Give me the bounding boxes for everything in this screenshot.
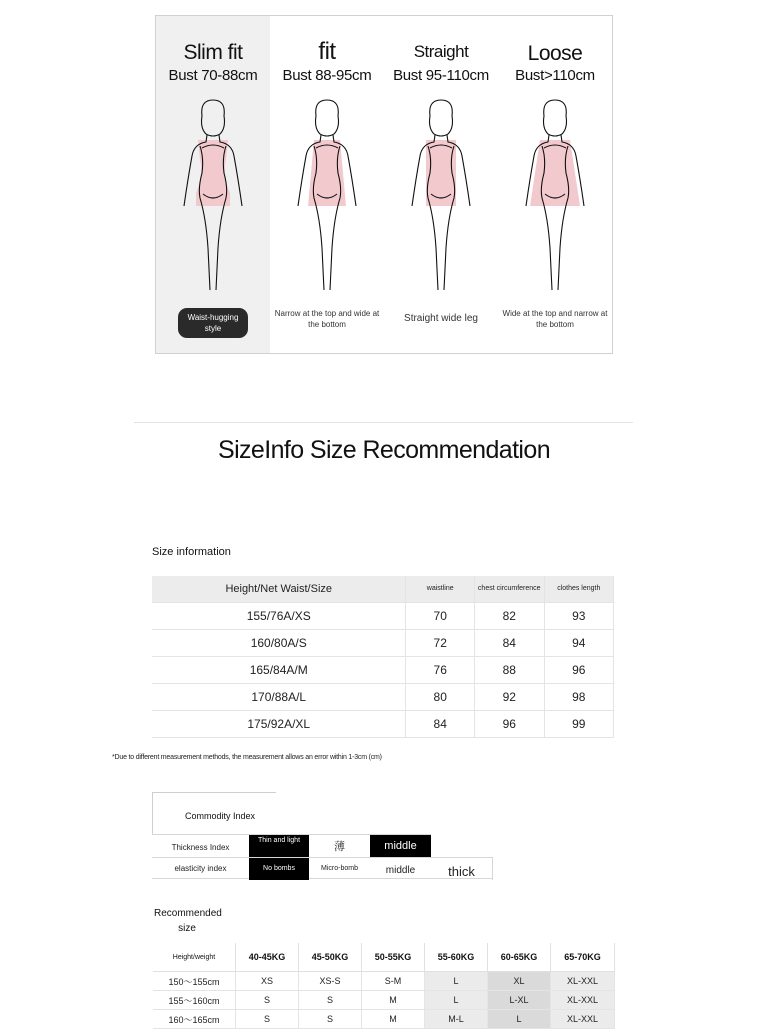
table-cell: 170/88A/L — [152, 684, 406, 711]
fit-description: Wide at the top and narrow at the bottom — [502, 309, 608, 329]
thickness-option-selected: middle — [370, 835, 431, 857]
table-cell: 96 — [544, 657, 613, 684]
commodity-index-header — [152, 792, 276, 835]
table-cell: 160/80A/S — [152, 630, 406, 657]
column-header: chest circumference — [474, 576, 544, 603]
section-divider — [134, 422, 633, 423]
table-cell: 175/92A/XL — [152, 711, 406, 738]
fit-card-slim — [156, 16, 270, 353]
table-row — [152, 630, 614, 657]
table-cell: XL-XXL — [550, 972, 614, 991]
table-cell: 165/84A/M — [152, 657, 406, 684]
table-cell: M-L — [424, 1010, 487, 1029]
page-title: SizeInfo Size Recommendation — [218, 436, 550, 464]
column-header: Height/weight — [153, 943, 235, 972]
table-cell: 99 — [544, 711, 613, 738]
size-info-table — [152, 576, 614, 738]
table-header-row — [153, 943, 615, 972]
fit-card-loose — [498, 16, 612, 353]
table-cell: XL-XXL — [550, 1010, 614, 1029]
table-cell: 98 — [544, 684, 613, 711]
thickness-option: 薄 — [334, 841, 345, 853]
table-cell: 72 — [406, 630, 474, 657]
table-cell: S — [235, 991, 298, 1010]
figure-illustration — [176, 98, 250, 298]
table-cell: 80 — [406, 684, 474, 711]
column-header: waistline — [406, 576, 474, 603]
fit-name: fit — [318, 38, 336, 65]
table-cell: XS-S — [298, 972, 361, 991]
table-cell: XL-XXL — [550, 991, 614, 1010]
table-header-row — [152, 576, 614, 603]
table-cell: M — [361, 1010, 424, 1029]
recommended-size-table — [153, 943, 615, 1029]
fit-description: Narrow at the top and wide at the bottom — [274, 309, 380, 329]
table-cell: 84 — [406, 711, 474, 738]
figure-illustration — [518, 98, 592, 298]
fit-card-straight — [384, 16, 498, 353]
column-header: 50-55KG — [361, 943, 424, 972]
recommended-size-label: Recommended size — [154, 908, 222, 934]
table-cell: 92 — [474, 684, 544, 711]
fit-bust-range: Bust 95-110cm — [393, 67, 489, 84]
thickness-option: Thin and light — [249, 835, 309, 857]
fit-description: Waist-hugging style — [178, 308, 248, 338]
table-row — [152, 711, 614, 738]
column-header: clothes length — [544, 576, 613, 603]
table-cell: 155/76A/XS — [152, 603, 406, 630]
fit-bust-range: Bust 70-88cm — [168, 67, 258, 84]
size-info-label: Size information — [152, 546, 231, 558]
elasticity-option: middle — [385, 865, 416, 876]
table-cell: 88 — [474, 657, 544, 684]
fit-description: Straight wide leg — [404, 313, 478, 324]
table-cell: L-XL — [487, 991, 550, 1010]
fit-name: Straight — [413, 42, 469, 61]
table-cell: S — [235, 1010, 298, 1029]
table-cell: XL — [487, 972, 550, 991]
table-cell: L — [424, 991, 487, 1010]
fit-type-panel — [155, 15, 613, 354]
column-header: 60-65KG — [487, 943, 550, 972]
table-cell: 70 — [406, 603, 474, 630]
table-cell: S — [298, 1010, 361, 1029]
commodity-index-title: Commodity Index — [185, 811, 256, 821]
figure-illustration — [404, 98, 478, 298]
table-row — [152, 684, 614, 711]
table-row — [152, 603, 614, 630]
column-header: 40-45KG — [235, 943, 298, 972]
elasticity-index-label: elasticity index — [174, 864, 227, 873]
table-cell: 96 — [474, 711, 544, 738]
measurement-note: *Due to different measurement methods, the measurement allows an error within 1-3cm (cm) — [112, 754, 382, 761]
table-row — [152, 657, 614, 684]
fit-bust-range: Bust>110cm — [515, 67, 595, 84]
table-cell: S — [298, 991, 361, 1010]
table-cell: 155～160cm — [153, 991, 235, 1010]
table-row — [153, 991, 615, 1010]
table-cell: 93 — [544, 603, 613, 630]
table-cell: 76 — [406, 657, 474, 684]
fit-name: Loose — [527, 42, 583, 65]
table-cell: L — [424, 972, 487, 991]
table-row — [153, 972, 615, 991]
table-cell: M — [361, 991, 424, 1010]
elasticity-option: Micro-bomb — [321, 865, 358, 872]
column-header: 65-70KG — [550, 943, 614, 972]
thickness-option: thick — [431, 857, 493, 880]
table-cell: L — [487, 1010, 550, 1029]
table-row — [153, 1010, 615, 1029]
figure-illustration — [290, 98, 364, 298]
table-cell: 160～165cm — [153, 1010, 235, 1029]
table-cell: S-M — [361, 972, 424, 991]
fit-bust-range: Bust 88-95cm — [282, 67, 372, 84]
table-cell: 94 — [544, 630, 613, 657]
elasticity-option-selected: No bombs — [249, 858, 309, 880]
table-cell: XS — [235, 972, 298, 991]
column-header: Height/Net Waist/Size — [152, 576, 406, 603]
table-cell: 82 — [474, 603, 544, 630]
column-header: 55-60KG — [424, 943, 487, 972]
fit-name: Slim fit — [183, 41, 243, 64]
table-cell: 150～155cm — [153, 972, 235, 991]
thickness-index-label: Thickness Index — [171, 843, 230, 852]
table-cell: 84 — [474, 630, 544, 657]
fit-card-fit — [270, 16, 384, 353]
column-header: 45-50KG — [298, 943, 361, 972]
